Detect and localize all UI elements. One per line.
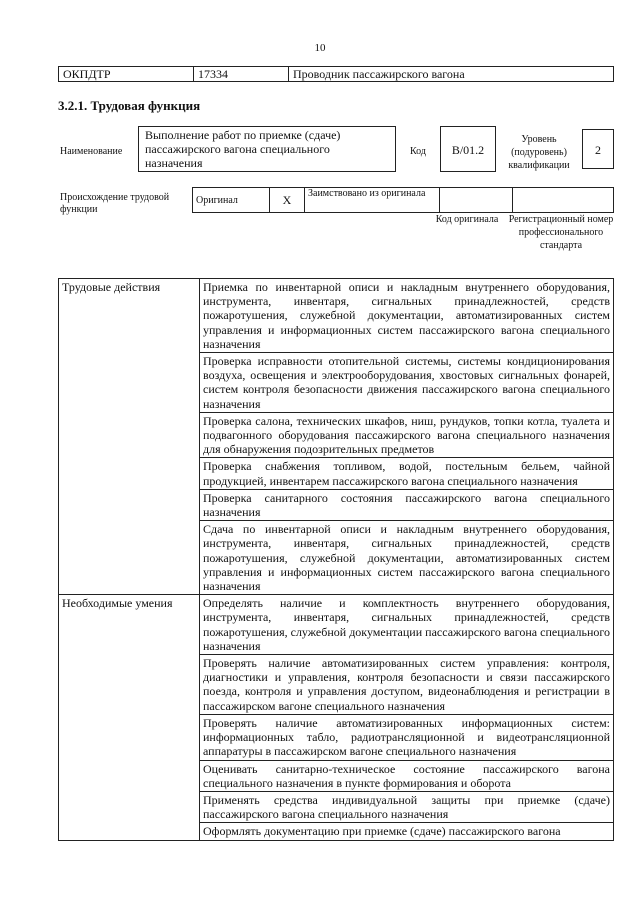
origin-label: Происхождение трудовой функции	[60, 192, 170, 215]
okpdtr-code: 17334	[194, 67, 289, 82]
table-row	[59, 279, 614, 353]
list-item: Приемка по инвентарной описи и накладным внутреннего оборудования, инструмента, инвентаря, сигнальных принадлежностей, средств пожаротушения, служебной документации, автоматизированных систем управления и информационных систем пассажирского вагона специального назначения	[200, 279, 614, 353]
okpdtr-label: ОКПДТР	[59, 67, 194, 82]
list-item: Проверять наличие автоматизированных систем управления: контроля, диагностики и управления, контроля безопасности и связи пассажирского поезда, контроля и управления доступом, видеонаблюдения и регистрации в пассажирском вагоне специального назначения	[200, 655, 614, 715]
table-row	[59, 595, 614, 655]
page-number: 10	[314, 42, 326, 54]
labor-actions-label: Трудовые действия	[59, 279, 200, 595]
original-code-caption: Код оригинала	[435, 214, 499, 225]
section-heading: 3.2.1. Трудовая функция	[58, 98, 201, 113]
code-label: Код	[410, 146, 426, 157]
list-item: Проверять наличие автоматизированных информационных систем: информационных табло, радиотрансляционной и видеотрансляционной аппаратуры в пассажирском вагоне специального назначения	[200, 714, 614, 760]
reg-number-caption: Регистрационный номер профессионального стандарта	[508, 214, 614, 251]
function-name: Выполнение работ по приемке (сдаче) пассажирского вагона специального назначения	[138, 126, 396, 172]
list-item: Проверка снабжения топливом, водой, постельным бельем, чайной продукцией, инвентарем пассажирского вагона специального назначения	[200, 458, 614, 489]
list-item: Проверка салона, технических шкафов, ниш, рундуков, топки котла, туалета и подвагонного оборудования пассажирского вагона специального назначения для обнаружения подозрительных предметов	[200, 412, 614, 458]
level-label: Уровень (подуровень) квалификации	[508, 134, 570, 171]
list-item: Оформлять документацию при приемке (сдаче) пассажирского вагона	[200, 823, 614, 840]
original-code-cell	[440, 188, 513, 213]
function-code: B/01.2	[440, 126, 496, 172]
list-item: Оценивать санитарно-техническое состояние пассажирского вагона специального назначения в пункте формирования и оборота	[200, 760, 614, 791]
original-label: Оригинал	[193, 188, 270, 213]
list-item: Определять наличие и комплектность внутреннего оборудования, инструмента, инвентаря, сигнальных принадлежностей, средств пожаротушения, служебной документации пассажирского вагона специального назначения	[200, 595, 614, 655]
okpdtr-profession: Проводник пассажирского вагона	[289, 67, 614, 82]
list-item: Сдача по инвентарной описи и накладным внутреннего оборудования, инструмента, инвентаря, сигнальных принадлежностей, средств пожаротушения, служебной документации, автоматизированных систем управления и информационных систем пассажирского вагона специального назначения	[200, 521, 614, 595]
qualification-level: 2	[582, 129, 614, 169]
list-item: Применять средства индивидуальной защиты при приемке (сдаче) пассажирского вагона специального назначения	[200, 791, 614, 822]
reg-number-cell	[513, 188, 614, 213]
okpdtr-table	[58, 66, 614, 82]
borrowed-label: Заимствовано из оригинала	[305, 188, 440, 213]
list-item: Проверка исправности отопительной системы, системы кондиционирования воздуха, освещения и электрооборудования, хвостовых сигнальных фонарей, систем контроля безопасности движения пассажирского вагона специального назначения	[200, 353, 614, 413]
origin-table	[192, 187, 614, 213]
list-item: Проверка санитарного состояния пассажирского вагона специального назначения	[200, 489, 614, 520]
original-mark: X	[270, 188, 305, 213]
function-details-table	[58, 278, 614, 841]
required-skills-label: Необходимые умения	[59, 595, 200, 840]
name-label: Наименование	[60, 146, 123, 157]
